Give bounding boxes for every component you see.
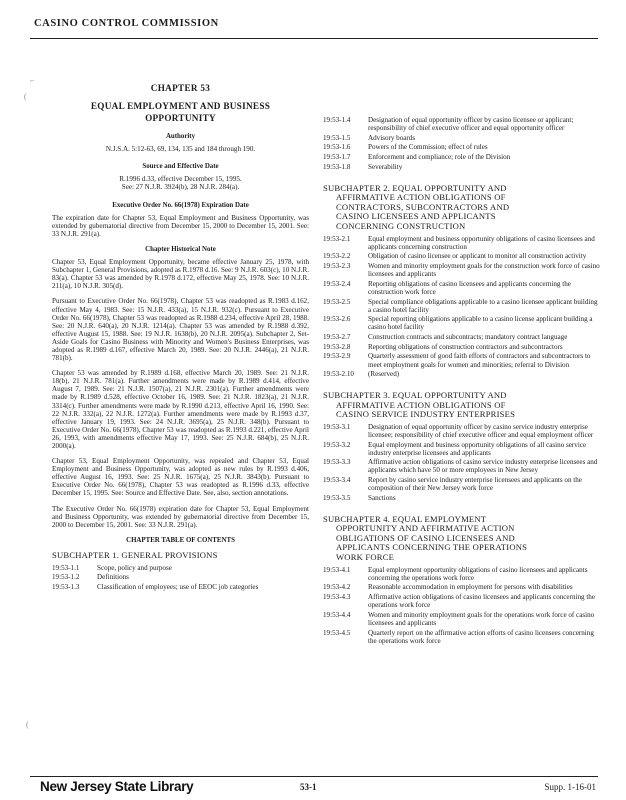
toc-row: 19:53-3.4 Report by casino service industry enterprise licensees and applicants on the composition of their New Jersey work force <box>323 476 582 493</box>
toc-row: 19:53-1.2 Definitions <box>52 573 129 582</box>
toc-row: 19:53-2.8 Reporting obligations of construction contractors and subcontractors <box>323 342 563 351</box>
toc-row: 19:53-2.2 Obligation of casino licensee or applicant to monitor all construction activity <box>323 252 587 261</box>
left-column <box>52 84 309 593</box>
authority-heading: Authority <box>165 133 196 141</box>
toc-row: 19:53-2.9 Quarterly assessment of good faith efforts of contractors and subcontractors to meet employment goals for women and minorities; referral to Division <box>323 352 591 369</box>
toc-row: 19:53-2.3 Women and minority employment goals for the construction work force of casino licensees and applicants <box>323 261 600 279</box>
subchapter-3-title: SUBCHAPTER 3. EQUAL OPPORTUNITY AND AFFIRMATIVE ACTION OBLIGATIONS OF CASINO SERVICE INDUSTRY ENTERPRISES <box>323 389 516 420</box>
subchapter-3-list <box>323 423 601 502</box>
exec-order-heading: Executive Order No. 66(1978) Expiration Date <box>112 201 249 209</box>
toc-row: 19:53-1.4 Designation of equal opportunity officer by casino licensee or applicant; responsibility of chief executive officer and equal opportunity officer <box>323 116 574 133</box>
subchapter-1-list-continued <box>323 116 601 171</box>
subchapter-4-title: SUBCHAPTER 4. EQUAL EMPLOYMENT OPPORTUNITY AND AFFIRMATIVE ACTION OBLIGATIONS OF CASINO LICENSEES AND APPLICANTS CONCERNING THE OPERATIONS WORK FORCE <box>323 513 528 562</box>
toc-row: 19:53-1.3 Classification of employees; use of EEOC job categories <box>52 582 259 591</box>
toc-row: 19:53-2.5 Special compliance obligations applicable to a casino licensee applicant building a casino hotel facility <box>323 297 598 314</box>
toc-row: 19:53-3.2 Equal employment and business opportunity obligations of all casino service industry enterprise licensees and applicants <box>323 440 587 457</box>
running-head: CASINO CONTROL COMMISSION <box>34 18 219 29</box>
subchapter-2-list <box>323 235 601 379</box>
history-heading: Chapter Historical Note <box>145 245 216 253</box>
library-logo: New Jersey State Library <box>40 779 194 794</box>
toc-row: 19:53-1.7 Enforcement and compliance; role of the Division <box>323 153 511 162</box>
supplement-date: Supp. 1-16-01 <box>544 782 596 792</box>
footer-rule <box>30 776 598 777</box>
history-paragraph: Chapter 53, Equal Employment Opportunity, was repealed and Chapter 53, Equal Employment and Business Opportunity, was adopted as new rules by R.1993 d.406, effective August 16, 1993. See: 25 N.J.R. 1675(a), 25 N.J.R. 3843(b). Pursuant to Executive Order No. 66(1978), Chapter 53 was readopted as R.1996 d.33, effective December 15, 1995. See: Source and Effective Date. See, also, section annotations. <box>52 457 309 498</box>
chapter-title: EQUAL EMPLOYMENT AND BUSINESS OPPORTUNITY <box>90 101 271 124</box>
source-heading: Source and Effective Date <box>142 163 219 171</box>
toc-row: 19:53-4.2 Reasonable accommodation in employment for persons with disabilities <box>323 583 573 592</box>
toc-row: 19:53-1.1 Scope, policy and purpose <box>52 563 172 572</box>
subchapter-1-title: SUBCHAPTER 1. GENERAL PROVISIONS <box>52 549 218 560</box>
toc-row: 19:53-1.8 Severability <box>323 162 403 171</box>
subchapter-4-list <box>323 566 601 645</box>
margin-scribble: ( <box>24 92 27 101</box>
margin-scribble: ⌐ <box>30 76 35 85</box>
history-paragraph: Chapter 53 was amended by R.1989 d.168, effective March 20, 1989. See: 21 N.J.R. 18(b), 21 N.J.R. 781(a). Further amendments were made by R.1989 d.414, effective August 7, 1989. See: 21 N.J.R. 1507(a), 21 N.J.R. 2301(a). Further amendments were made by R.1989 d.528, effective October 16, 1989. See: 21 N.J.R. 1823(a), 21 N.J.R. 3314(c). Further amendments were made by R.1990 d.213, effective April 16, 1990. See: 22 N.J.R. 332(a), 22 N.J.R. 1272(a). Further amendments were made by R.1993 d.37, effective January 19, 1993. See: 24 N.J.R. 3695(a), 25 N.J.R. 348(b). Pursuant to Executive Order No. 66(1978), Chapter 53 was readopted as R.1993 d.221, effective April 26, 1993, with amendments effective May 17, 1993. See: 25 N.J.R. 684(b), 25 N.J.R. 2000(a). <box>52 369 309 450</box>
toc-row: 19:53-3.5 Sanctions <box>323 493 396 502</box>
toc-row: 19:53-1.6 Powers of the Commission; effect of rules <box>323 143 488 152</box>
toc-row: 19:53-4.5 Quarterly report on the affirmative action efforts of casino licensees concerning the operations work force <box>323 628 594 645</box>
chapter-number: CHAPTER 53 <box>150 83 211 93</box>
history-paragraph: Pursuant to Executive Order No. 66(1978), Chapter 53 was readopted as R.1983 d.162, effective May 4, 1983. See: 15 N.J.R. 433(a), 15 N.J.R. 932(c). Pursuant to Executive Order No. 66(1978), Chapter 53 was readopted as R.1988 d.234, effective April 28, 1988. See: 20 N.J.R. 640(a), 20 N.J.R. 1214(a). Chapter 53 was amended by R.1988 d.392, effective August 15, 1988. See: 19 N.J.R. 1638(b), 20 N.J.R. 2095(a). Subchapter 2, Set-Aside Goals for Casino Business with Minority and Women's Business Enterprises, was adopted as R.1989 d.167, effective March 20, 1989. See: 20 N.J.R. 2446(a), 21 N.J.R. 781(b). <box>52 297 309 363</box>
history-paragraph: The Executive Order No. 66(1978) expiration date for Chapter 53, Equal Employment and Business Opportunity, was extended by gubernatorial directive from December 15, 2000 to December 15, 2001. See: 33 N.J.R. 291(a). <box>52 504 309 529</box>
toc-row: 19:53-2.4 Reporting obligations of casino licensees and applicants concerning the construction work force <box>323 279 571 296</box>
toc-row: 19:53-2.6 Special reporting obligations applicable to a casino license applicant building a casino hotel facility <box>323 315 593 332</box>
toc-heading: CHAPTER TABLE OF CONTENTS <box>126 536 235 544</box>
page-number: 53-1 <box>300 782 317 792</box>
toc-row: 19:53-3.1 Designation of equal opportunity officer by casino service industry enterprise licensee; responsibility of chief executive officer and equal employment officer <box>323 422 594 439</box>
right-column <box>323 116 601 646</box>
toc-row: 19:53-4.4 Women and minority employment goals for the operations work force of casino licensees and applicants <box>323 610 595 627</box>
subchapter-1-list <box>52 564 309 591</box>
toc-row: 19:53-2.10 (Reserved) <box>323 370 400 379</box>
subchapter-2-title: SUBCHAPTER 2. EQUAL OPPORTUNITY AND AFFIRMATIVE ACTION OBLIGATIONS OF CONTRACTORS, SUBCONTRACTORS AND CASINO LICENSEES AND APPLICANTS CONCERNING CONSTRUCTION <box>323 182 510 231</box>
toc-row: 19:53-2.7 Construction contracts and subcontracts; mandatory contract language <box>323 333 568 342</box>
exec-order-text: The expiration date for Chapter 53, Equal Employment and Business Opportunity, was extended by gubernatorial directive from December 15, 2000 to December 15, 2001. See: 33 N.J.R. 291(a). <box>52 213 309 238</box>
header-rule <box>30 38 598 39</box>
source-text: R.1996 d.33, effective December 15, 1995. See: 27 N.J.R. 3924(b), 28 N.J.R. 284(a). <box>119 175 242 192</box>
toc-row: 19:53-4.1 Equal employment opportunity obligations of casino licensees and applicants concerning the operations work force <box>323 565 588 582</box>
authority-text: N.J.S.A. 5:12-63, 69, 134, 135 and 184 through 190. <box>105 145 256 154</box>
history-paragraph: Chapter 53, Equal Employment Opportunity, became effective January 25, 1978, with Subchapter 1, General Provisions, adopted as R.1978 d.16. See: 9 N.J.R. 603(c), 10 N.J.R. 83(a). Chapter 53 was amended by R.1978 d.172, effective May 25, 1978. See: 10 N.J.R. 211(a), 10 N.J.R. 305(d). <box>52 258 309 291</box>
margin-scribble: ( <box>26 720 29 729</box>
toc-row: 19:53-1.5 Advisory boards <box>323 133 416 142</box>
toc-row: 19:53-3.3 Affirmative action obligations of casino service industry enterprise licensees and applicants which have 50 or more employees in New Jersey <box>323 458 598 475</box>
toc-row: 19:53-2.1 Equal employment and business opportunity obligations of casino licensees and applicants concerning construction <box>323 234 595 251</box>
toc-row: 19:53-4.3 Affirmative action obligations of casino licensees and applicants concerning the operations work force <box>323 592 595 610</box>
